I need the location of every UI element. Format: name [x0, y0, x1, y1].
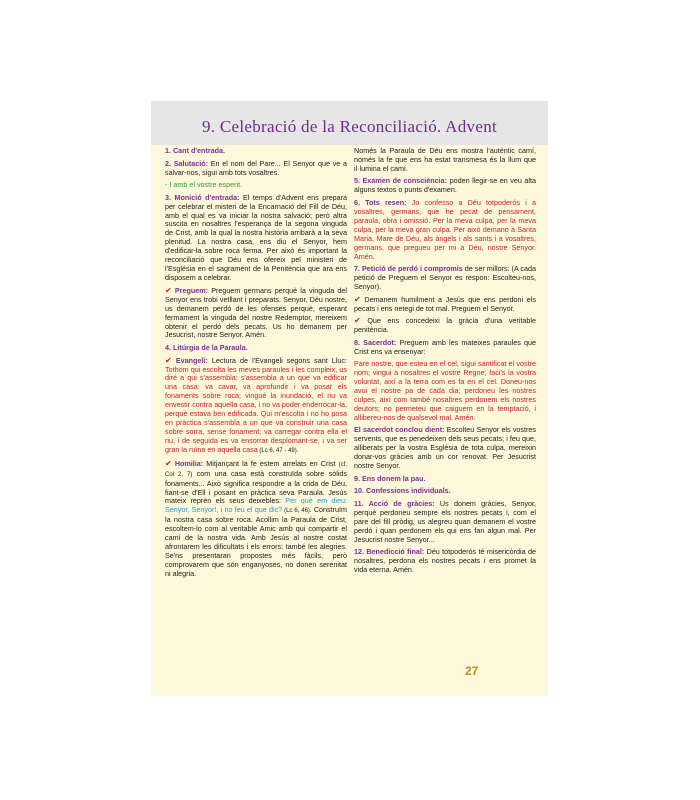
- item-peticio-1: ✔ Demanem humilment a Jesús que ens perdoni els pecats i ens netegi de tot mal. Preguem el Senyor.: [354, 294, 536, 313]
- item-evangeli: ✔ Evangeli: Lectura de l'Evangeli segons sant Lluc: Tothom qui escolta les meves paraules i les compleix, us diré a qui s'assembla: s'assembla a un que va edificar una casa: va cavar, va aprofundir i va posar els fonaments sobre roca; vingué la inundació, el riu va envestir contra aquella casa, i no va poder enderrocar-la, perquè estava ben edificada. Qui m'escolta i no ho posa en pràctica s'assembla a un que va construir una casa sobre sorra, sense fonament; va carregar contra ella el riu, i de seguida es va ensorrar desplomant-se, i va ser gran la ruïna en aquella casa (Lc 6, 47 - 49).: [165, 355, 347, 455]
- booklet-page: [151, 101, 548, 696]
- item-examen: 5. Examen de consciència: poden llegir-se en veu alta alguns textos o punts d'examen.: [354, 176, 536, 195]
- right-column: [354, 147, 536, 579]
- left-column: [165, 147, 347, 583]
- item-salutacio: 2. Salutació: En el nom del Pare... El Senyor que ve a salvar-nos, sigui amb tots vosaltres.: [165, 158, 347, 177]
- checkmark-icon: ✔: [165, 285, 172, 295]
- item-pare-nostre: Pare nostre, que esteu en el cel, sigui santificat el vostre nom; vingui a nosaltres el vostre Regne; faci's la vostra voluntat, així a la terra com es fa en el cel. Doneu-nos avui el nostre pa de cada dia; perdoneu les nostres culpes, així com també nosaltres perdonem els nostres deutors; no permeteu que caiguem en la temptació, i allibereu-nos de qualsevol mal. Amén.: [354, 359, 536, 422]
- item-peticio-2: ✔ Que ens concedeixi la gràcia d'una veritable penitència.: [354, 316, 536, 335]
- item-pau: 9. Ens donem la pau.: [354, 473, 426, 483]
- item-confessions: 10. Confessions individuals.: [354, 486, 451, 496]
- item-peticio: 7. Petició de perdó i compromís de ser millors: (A cada petició de Preguem el Senyor es respon: Escolteu-nos, Senyor).: [354, 264, 536, 292]
- item-homilia-cont: Només la Paraula de Déu ens mostra l'autèntic camí, només la fe que ens ha estat transmesa és la llum que il·lumina el camí.: [354, 146, 536, 173]
- item-sacerdot-conclou: El sacerdot conclou dient: Escolteu Senyor els vostres servents, que es penedeixen dels seus pecats; i feu que, alliberats per la vostra Església de tota culpa, mereixin donar-vos gràcies amb un cor renovat. Per Jesucrist nostre Senyor.: [354, 425, 536, 471]
- checkmark-icon: ✔: [165, 355, 172, 365]
- item-liturgia: 4. Litúrgia de la Paraula.: [165, 343, 248, 353]
- item-monicio: 3. Monició d'entrada: El temps d'Advent ens prepara per celebrar el misteri de la Encarnació del Fill de Déu, amb el qual es va iniciar la nostra salvació; però altra suscita en nosaltres l'esperança de la segona vinguda de Crist, amb la qual la nostra història arribarà a la seva plenitud. La nostra casa, ens diu el Senyor, hem d'edificar-la sobre roca ferma. Per això és important la reconciliació que Déu ens ofereix pel ministeri de l'Església en el sagrament de la Penitència que ara ens disposem a celebrar.: [165, 192, 347, 283]
- checkmark-icon: ✔: [354, 316, 361, 326]
- item-confiteor: 6. Tots resen: Jo confesso a Déu totpoderós i a vosaltres, germans, que he pecat de pensament, paraula, obra i omissió. Per la meva culpa, per la meva culpa, per la meva gran culpa. Per això demano a Santa Maria, Mare de Déu, als àngels i als sants i a vosaltres, germans, que pregueu per mi a Déu, nostre Senyor. Amén.: [354, 197, 536, 261]
- checkmark-icon: ✔: [354, 294, 361, 304]
- item-preguem: ✔ Preguem: Preguem germans perquè la vinguda del Senyor ens trobi vetllant i preparats. Senyor, Déu nostre, us demanem perdó de les ofenses perquè, esperant fermament la vinguda del nostre Redemptor, mereixem obtenir el perdó dels pecats. Us ho demanem per Jesucrist, nostre Senyor. Amén.: [165, 285, 347, 340]
- page-title: 9. Celebració de la Reconciliació. Advent: [201, 117, 498, 136]
- title-band: [151, 101, 548, 145]
- item-sacerdot: 8. Sacerdot: Preguem amb les mateixes paraules que Crist ens va ensenyar:: [354, 337, 536, 356]
- page-number: 27: [465, 664, 479, 678]
- checkmark-icon: ✔: [165, 458, 172, 468]
- item-homilia: ✔ Homilia: Mitjançant la fe estem arrelats en Crist (cf. Col 2, 7) com una casa està construïda sobre sòlids fonaments... Això significa respondre a la crida de Déu, fiant-se d'Ell i posant en pràctica seva Paraula. Jesús mateix reprèn els seus deixebles: Per què em dieu: Senyor, Senyor!, i no feu el que dic? (Lc 6, 46). Construïm la nostra casa sobre roca. Acollim la Paraula de Crist, escoltem-lo com al veritable Amic amb qui compartir el camí de la nostra vida. Amb Jesús al nostre costat afrontarem les dificultats i els errors: també les alegries. Se'ns presentaran propostes més fàcils, però comprovarem que són enganyoses, no donen serenitat ni alegria.: [165, 458, 348, 579]
- item-accio-gracies: 11. Acció de gràcies: Us donem gràcies, Senyor, perquè perdoneu sempre els nostres pecats i, com el pare del fill pròdig, us alegreu quan demanem el vostre perdó i quan perdonem els qui ens fan algun mal. Per Jesucrist nostre Senyor...: [354, 498, 536, 544]
- item-cant-entrada: 1. Cant d'entrada.: [165, 146, 226, 155]
- item-salutacio-response: - I amb el vostre esperit.: [165, 180, 243, 190]
- item-benediccio: 12. Benedicció final: Déu totpoderós té misericòrdia de nosaltres, perdona els nostres pecats i ens promet la vida eterna. Amén.: [354, 547, 536, 575]
